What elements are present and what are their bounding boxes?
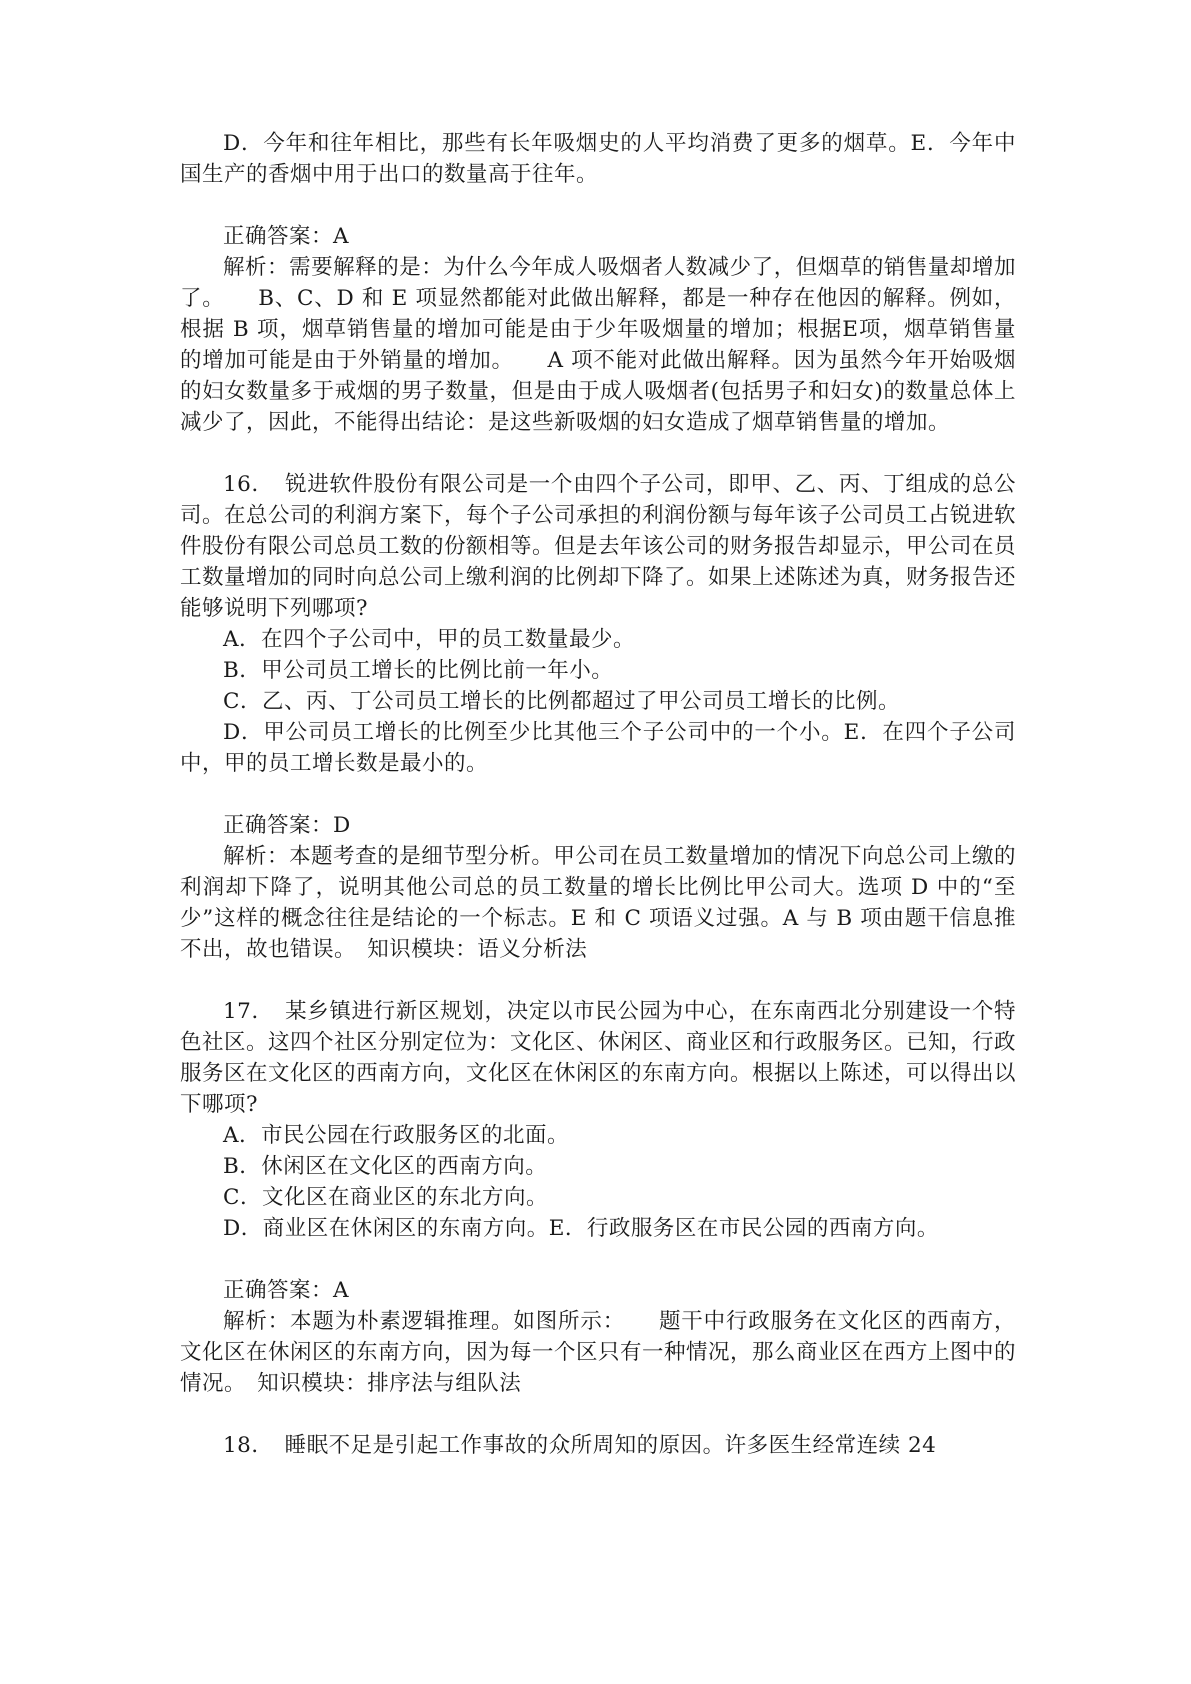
q17-stem: 17． 某乡镇进行新区规划，决定以市民公园为中心，在东南西北分别建设一个特色社区。这四个社区分别定位为：文化区、休闲区、商业区和行政服务区。已知，行政服务区在文化区的西南方向，文化区在休闲区的东南方向。根据以上陈述，可以得出以下哪项? — [180, 999, 1017, 1117]
document-page — [180, 128, 1016, 1461]
q16-explanation: 解析：本题考查的是细节型分析。甲公司在员工数量增加的情况下向总公司上缴的利润却下降了，说明其他公司总的员工数量的增长比例比甲公司大。选项 D 中的“至少”这样的概念往往是结论的一个标志。E 和 C 项语义过强。A 与 B 项由题干信息推不出，故也错误。 知识模块：语义分析法 — [180, 844, 1016, 962]
q17-option-b: B．休闲区在文化区的西南方向。 — [223, 1154, 548, 1179]
q15-answer: 正确答案：A — [223, 224, 350, 249]
q16-option-d-e: D．甲公司员工增长的比例至少比其他三个子公司中的一个小。E．在四个子公司中，甲的员工增长数是最小的。 — [180, 720, 1016, 776]
q15-explanation: 解析：需要解释的是：为什么今年成人吸烟者人数减少了，但烟草的销售量却增加了。 B、C、D 和 E 项显然都能对此做出解释，都是一种存在他因的解释。例如，根据 B 项，烟草销售量的增加可能是由于少年吸烟量的增加；根据E项，烟草销售量的增加可能是由于外销量的增加。 A 项不能对此做出解释。因为虽然今年开始吸烟的妇女数量多于戒烟的男子数量，但是由于成人吸烟者(包括男子和妇女)的数量总体上减少了，因此，不能得出结论：是这些新吸烟的妇女造成了烟草销售量的增加。 — [180, 255, 1016, 435]
q17-answer: 正确答案：A — [223, 1278, 350, 1303]
q17-option-a: A．市民公园在行政服务区的北面。 — [223, 1123, 570, 1148]
q16-option-c: C．乙、丙、丁公司员工增长的比例都超过了甲公司员工增长的比例。 — [223, 689, 900, 714]
q17-option-c: C．文化区在商业区的东北方向。 — [223, 1185, 548, 1210]
q16-option-a: A．在四个子公司中，甲的员工数量最少。 — [223, 627, 636, 652]
q18-stem: 18． 睡眠不足是引起工作事故的众所周知的原因。许多医生经常连续 24 — [223, 1433, 937, 1458]
q16-answer: 正确答案：D — [223, 813, 351, 838]
q16-stem: 16． 锐进软件股份有限公司是一个由四个子公司，即甲、乙、丙、丁组成的总公司。在总公司的利润方案下，每个子公司承担的利润份额与每年该子公司员工占锐进软件股份有限公司总员工数的份额相等。但是去年该公司的财务报告却显示，甲公司在员工数量增加的同时向总公司上缴利润的比例却下降了。如果上述陈述为真，财务报告还能够说明下列哪项? — [180, 472, 1017, 621]
q17-option-d-e: D．商业区在休闲区的东南方向。E．行政服务区在市民公园的西南方向。 — [223, 1216, 939, 1241]
q17-explanation: 解析：本题为朴素逻辑推理。如图所示： 题干中行政服务在文化区的西南方，文化区在休闲区的东南方向，因为每一个区只有一种情况，那么商业区在西方上图中的情况。 知识模块：排序法与组队法 — [180, 1309, 1017, 1396]
q15-option-d-e: D．今年和往年相比，那些有长年吸烟史的人平均消费了更多的烟草。E．今年中国生产的香烟中用于出口的数量高于往年。 — [180, 131, 1016, 187]
q16-option-b: B．甲公司员工增长的比例比前一年小。 — [223, 658, 614, 683]
